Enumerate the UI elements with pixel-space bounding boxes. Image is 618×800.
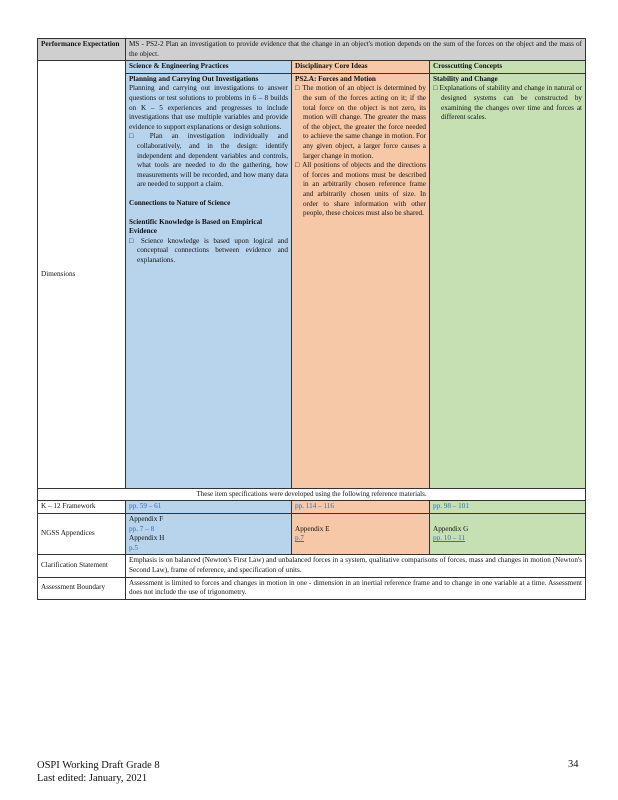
ngss-cc-appendix-g-pages-link[interactable]: pp. 10 – 11	[433, 534, 466, 543]
performance-expectation-label: Performance Expectation	[38, 39, 126, 61]
ngss-sep-cell	[126, 513, 292, 554]
cc-heading-stability-change: Stability and Change	[433, 74, 498, 83]
dci-heading-forces-motion: PS2.A: Forces and Motion	[295, 74, 376, 83]
specification-table	[37, 38, 586, 600]
k12-sep-pages-link[interactable]: pp. 59 – 61	[126, 501, 292, 514]
ngss-dci-cell	[292, 513, 430, 554]
clarification-statement-label: Clarification Statement	[38, 555, 126, 577]
dimensions-label: Dimensions	[38, 61, 126, 489]
performance-expectation-text: MS - PS2-2 Plan an investigation to provide evidence that the change in an object's motion depends on the sum of the forces on the object and the mass of the object.	[126, 39, 586, 61]
ngss-appendices-label: NGSS Appendices	[38, 513, 126, 554]
ngss-sep-appendix-f-pages-link[interactable]: pp. 7 – 8	[129, 524, 155, 533]
ngss-dci-appendix-e: Appendix E	[295, 524, 330, 533]
sep-heading-planning: Planning and Carrying Out Investigations	[129, 74, 259, 83]
reference-note: These item specifications were developed using the following reference materials.	[38, 488, 586, 501]
assessment-boundary-label: Assessment Boundary	[38, 577, 126, 599]
ngss-sep-appendix-h: Appendix H	[129, 534, 165, 543]
cc-content	[430, 73, 586, 488]
dci-bullet-motion: □ The motion of an object is determined by the sum of the forces acting on it; if the total force on the object is not zero, its motion will change. The greater the mass of the object, the greater the force needed to achieve the same change in motion. For any given object, a larger force causes a larger change in motion.	[295, 84, 426, 160]
assessment-boundary-text: Assessment is limited to forces and changes in motion in one - dimension in an inertial reference frame and to change in one variable at a time. Assessment does not include the use of trigonometry.	[126, 577, 586, 599]
ngss-cc-cell	[430, 513, 586, 554]
ngss-cc-appendix-g: Appendix G	[433, 524, 469, 533]
cc-bullet-explanations: □ Explanations of stability and change in natural or designed systems can be constructed by examining the changes over time and forces at different scales.	[433, 84, 583, 122]
k12-cc-pages-link[interactable]: pp. 98 – 101	[430, 501, 586, 514]
reference-note-row	[38, 488, 586, 501]
footer-draft-grade: OSPI Working Draft Grade 8	[37, 760, 160, 771]
k12-dci-pages-link[interactable]: pp. 114 – 116	[292, 501, 430, 514]
ngss-dci-appendix-e-page-link[interactable]: p.7	[295, 534, 304, 543]
ngss-sep-appendix-h-page-link[interactable]: p.5	[129, 543, 138, 552]
dimension-header-row	[38, 61, 586, 74]
sep-bullet-plan: □ Plan an investigation individually and collaboratively, and in the design: identify independent and dependent variables and controls, what tools are needed to do the gathering, how measurements will be recorded, and how many data are needed to support a claim.	[129, 132, 288, 189]
sep-paragraph: Planning and carrying out investigations to answer questions or test solutions to problems in 6 – 8 builds on K – 5 experiences and progresses to include investigations that use multiple variables and provide evidence to support explanations or design solutions.	[129, 84, 288, 131]
page-footer	[37, 759, 160, 785]
clarification-statement-text: Emphasis is on balanced (Newton's First Law) and unbalanced forces in a system, qualitative comparisons of forces, mass and changes in motion (Newton's Second Law), frame of reference, and specification of units.	[126, 555, 586, 577]
clarification-statement-row	[38, 555, 586, 577]
page-number: 34	[568, 759, 579, 770]
dci-content	[292, 73, 430, 488]
assessment-boundary-row	[38, 577, 586, 599]
sep-header: Science & Engineering Practices	[126, 61, 292, 74]
footer-last-edited: Last edited: January, 2021	[37, 773, 148, 784]
sep-bullet-knowledge: □ Science knowledge is based upon logical and conceptual connections between evidence and explanations.	[129, 236, 288, 264]
sep-heading-nature-of-science: Connections to Nature of Science	[129, 198, 231, 207]
dci-header: Disciplinary Core Ideas	[292, 61, 430, 74]
cc-header: Crosscutting Concepts	[430, 61, 586, 74]
k12-framework-row	[38, 501, 586, 514]
performance-expectation-row	[38, 39, 586, 61]
sep-heading-empirical-evidence: Scientific Knowledge is Based on Empirical Evidence	[129, 217, 263, 236]
ngss-appendices-row	[38, 513, 586, 554]
sep-content	[126, 73, 292, 488]
ngss-sep-appendix-f: Appendix F	[129, 514, 164, 523]
dci-bullet-positions: □ All positions of objects and the directions of forces and motions must be described in an arbitrarily chosen reference frame and arbitrarily chosen units of size. In order to share information with other people, these choices must also be shared.	[295, 161, 426, 218]
k12-framework-label: K – 12 Framework	[38, 501, 126, 514]
